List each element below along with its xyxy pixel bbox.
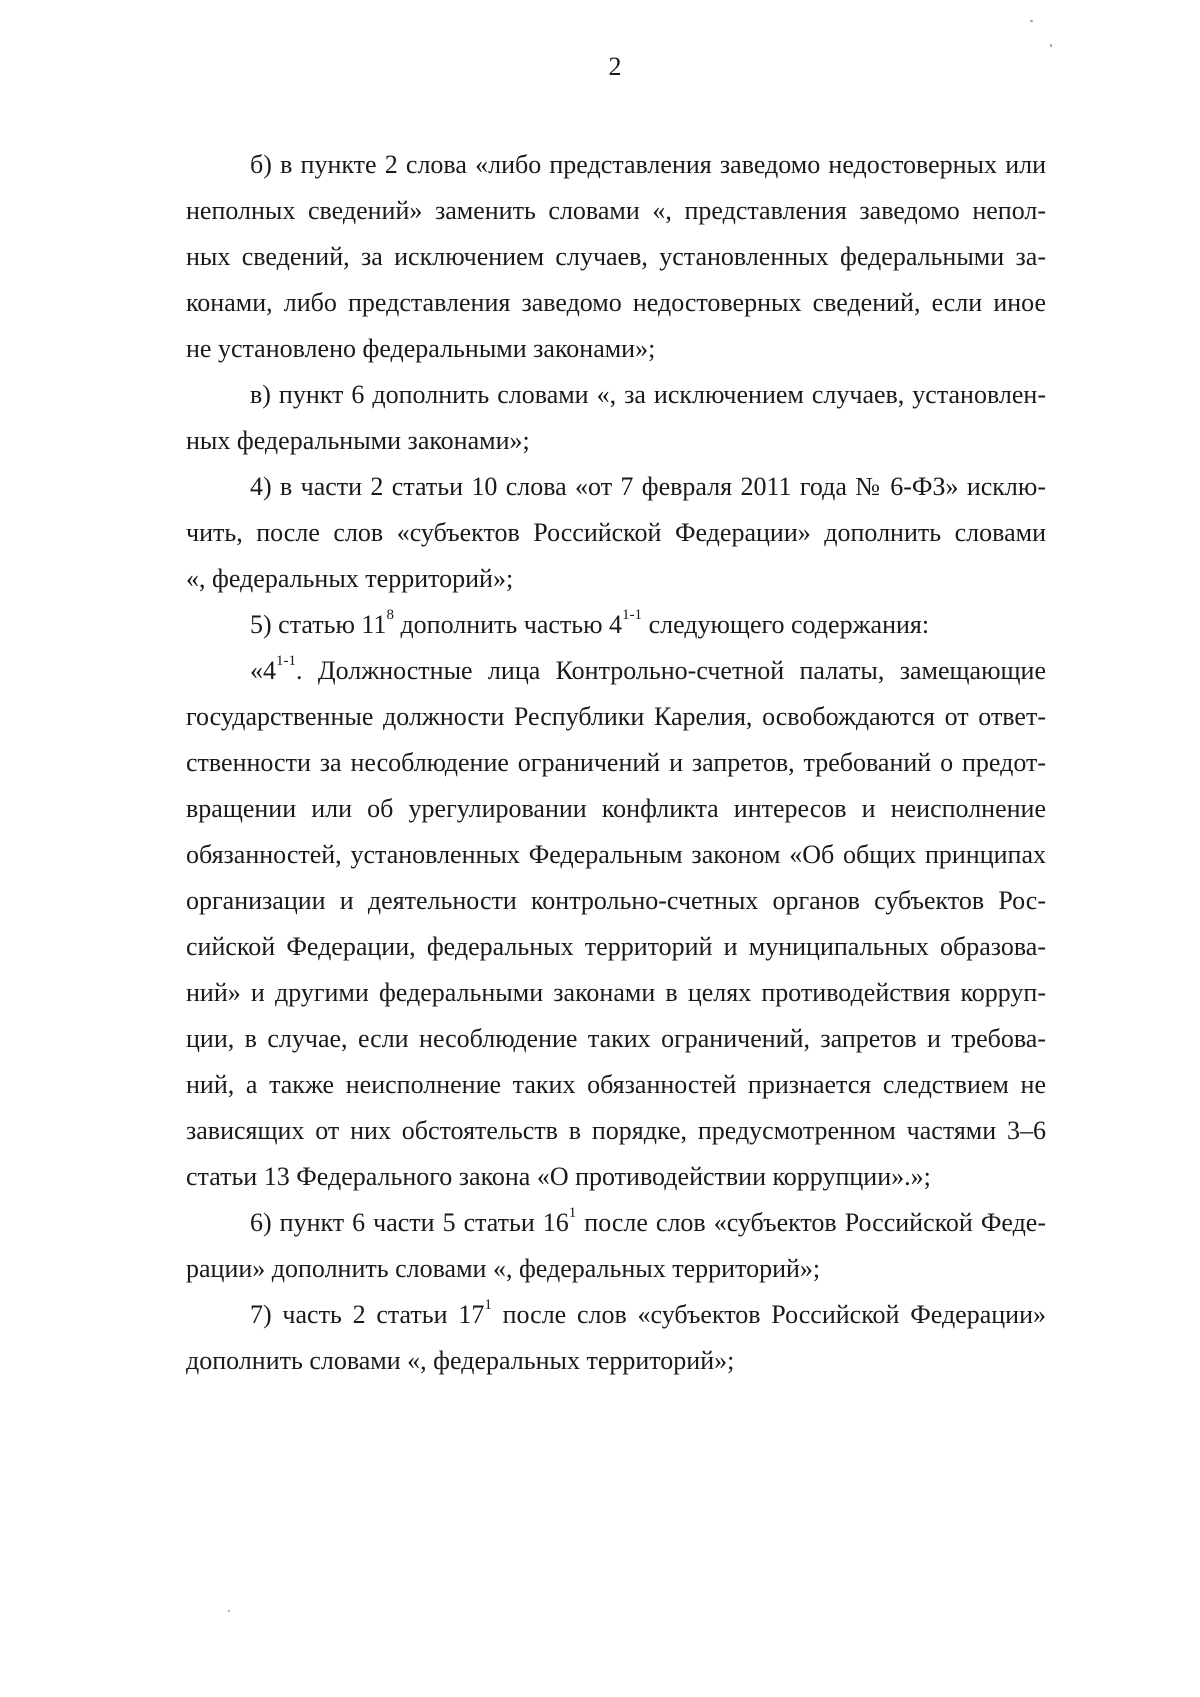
paragraph-5 bbox=[186, 602, 1046, 648]
text-line: дополнить словами «, федеральных территорий»; bbox=[186, 1346, 735, 1375]
text-line: в) пункт 6 дополнить словами «, за исключением случаев, установлен- bbox=[250, 380, 1046, 409]
text-line: чить, после слов «субъектов Российской Федерации» дополнить словами bbox=[186, 518, 1046, 547]
text-line: «, федеральных территорий»; bbox=[186, 564, 514, 593]
text-line: ных федеральными законами»; bbox=[186, 426, 530, 455]
text-line: ственности за несоблюдение ограничений и запретов, требований о предот- bbox=[186, 748, 1046, 777]
text-line: рации» дополнить словами «, федеральных территорий»; bbox=[186, 1254, 821, 1283]
text-fragment: после слов «субъектов Российской Феде- bbox=[576, 1208, 1047, 1237]
superscript: 1-1 bbox=[622, 607, 643, 624]
paragraph-quote bbox=[186, 648, 1046, 1200]
superscript: 8 bbox=[386, 607, 394, 624]
paragraph-6 bbox=[186, 1200, 1046, 1292]
text-fragment: после слов «субъектов Российской Федерации» bbox=[491, 1300, 1046, 1329]
text-line: конами, либо представления заведомо недостоверных сведений, если иное bbox=[186, 288, 1046, 317]
text-line bbox=[186, 1200, 1046, 1246]
paragraph-7 bbox=[186, 1292, 1046, 1384]
superscript: 1 bbox=[484, 1297, 492, 1314]
paragraph-v bbox=[186, 372, 1046, 464]
text-line: статьи 13 Федерального закона «О противодействии коррупции».»; bbox=[186, 1162, 931, 1191]
text-fragment: следующего содержания: bbox=[642, 610, 930, 639]
text-fragment: 7) часть 2 статьи 17 bbox=[250, 1300, 485, 1329]
paragraph-4 bbox=[186, 464, 1046, 602]
text-line: обязанностей, установленных Федеральным законом «Об общих принципах bbox=[186, 840, 1046, 869]
text-line: организации и деятельности контрольно-счетных органов субъектов Рос- bbox=[186, 886, 1046, 915]
superscript: 1-1 bbox=[276, 653, 296, 670]
text-line: вращении или об урегулировании конфликта интересов и неисполнение bbox=[186, 794, 1046, 823]
text-line: ных сведений, за исключением случаев, установленных федеральными за- bbox=[186, 242, 1046, 271]
text-line: не установлено федеральными законами»; bbox=[186, 334, 656, 363]
text-line: ции, в случае, если несоблюдение таких ограничений, запретов и требова- bbox=[186, 1024, 1046, 1053]
text-line: ний» и другими федеральными законами в целях противодействия корруп- bbox=[186, 978, 1046, 1007]
text-fragment: «4 bbox=[250, 656, 276, 685]
text-line: 4) в части 2 статьи 10 слова «от 7 февраля 2011 года № 6-ФЗ» исклю- bbox=[250, 472, 1046, 501]
text-line bbox=[186, 602, 1046, 648]
text-fragment: дополнить частью 4 bbox=[393, 610, 623, 639]
text-fragment: 6) пункт 6 части 5 статьи 16 bbox=[250, 1208, 569, 1237]
text-fragment: 5) статью 11 bbox=[250, 610, 387, 639]
text-fragment: . Должностные лица Контрольно-счетной палаты, замещающие bbox=[296, 656, 1046, 685]
superscript: 1 bbox=[568, 1205, 577, 1222]
text-line bbox=[186, 1292, 1046, 1338]
paragraph-b bbox=[186, 142, 1046, 372]
text-line: государственные должности Республики Карелия, освобождаются от ответ- bbox=[186, 702, 1046, 731]
page-number: 2 bbox=[608, 52, 622, 81]
scan-speck bbox=[1050, 44, 1052, 47]
text-line: сийской Федерации, федеральных территорий и муниципальных образова- bbox=[186, 932, 1046, 961]
scan-speck bbox=[228, 1610, 230, 1612]
document-body bbox=[186, 142, 1046, 1384]
text-line: б) в пункте 2 слова «либо представления заведомо недостоверных или bbox=[250, 150, 1046, 179]
text-line: ний, а также неисполнение таких обязанностей признается следствием не bbox=[186, 1070, 1046, 1099]
text-line bbox=[186, 648, 1046, 694]
scan-speck bbox=[1030, 20, 1033, 22]
text-line: зависящих от них обстоятельств в порядке, предусмотренном частями 3–6 bbox=[186, 1116, 1046, 1145]
text-line: неполных сведений» заменить словами «, представления заведомо непол- bbox=[186, 196, 1046, 225]
